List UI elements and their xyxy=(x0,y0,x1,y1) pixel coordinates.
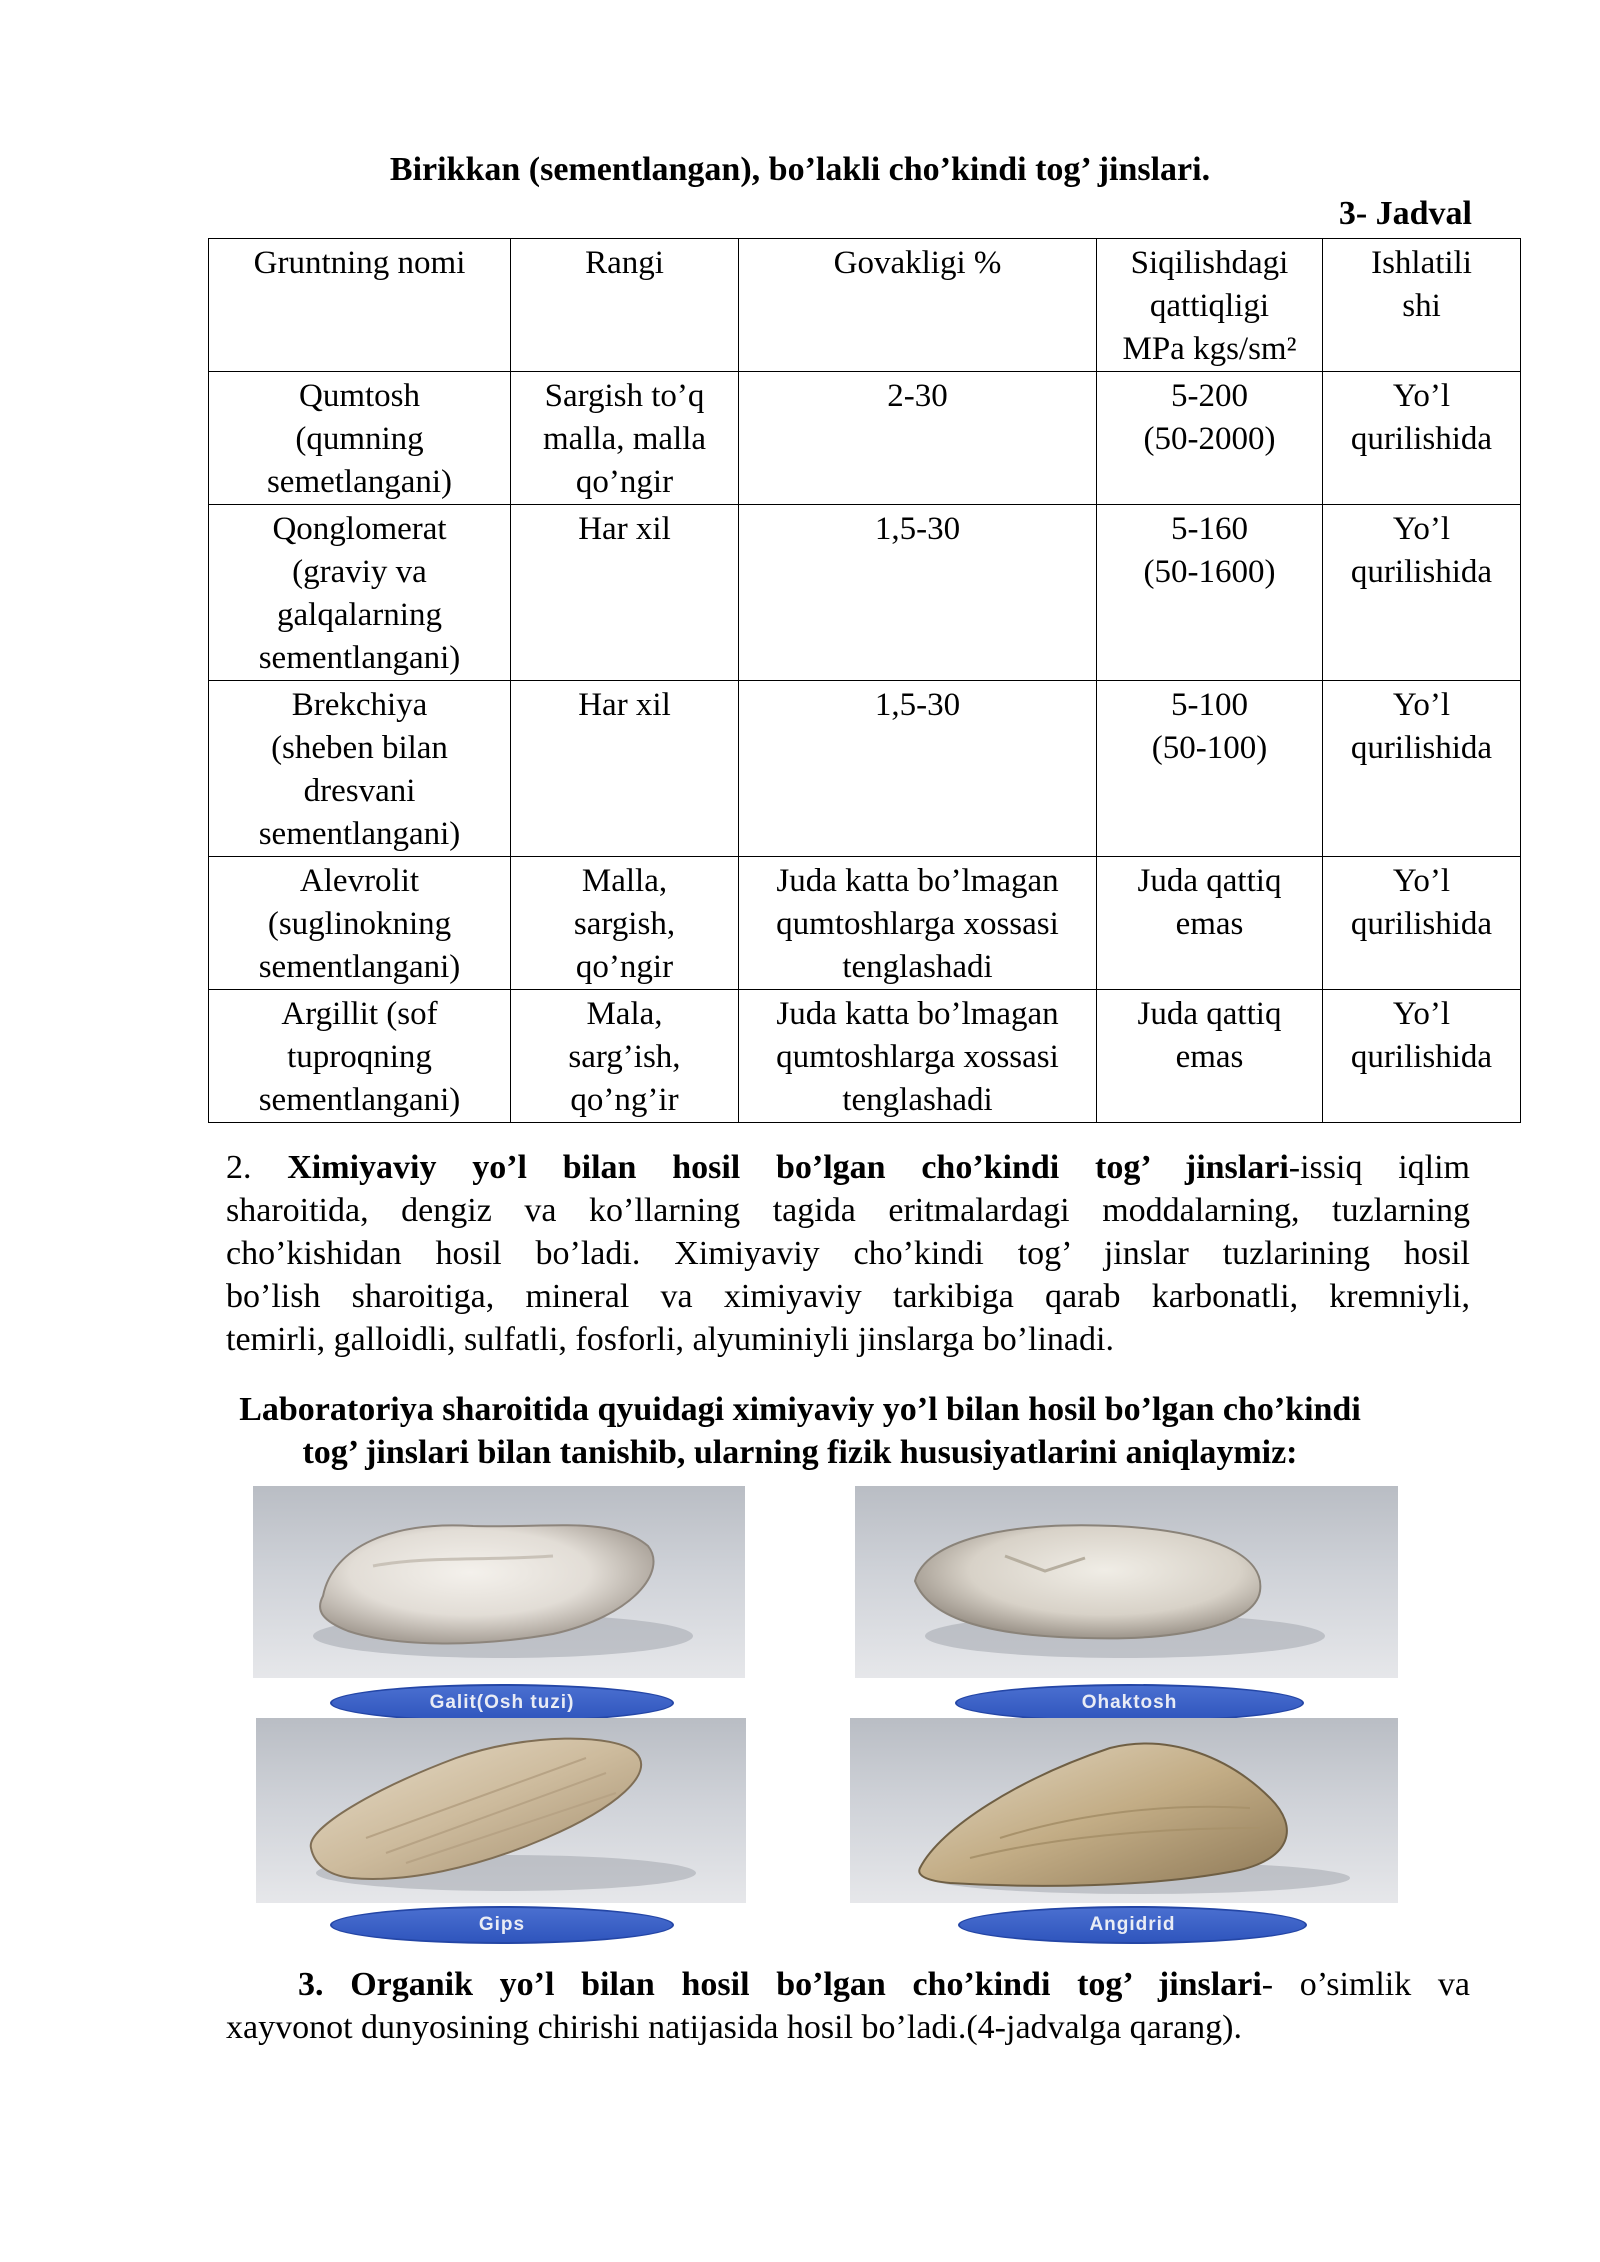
angidrid-caption: Angidrid xyxy=(958,1906,1307,1944)
table-cell: Juda qattiq emas xyxy=(1097,990,1323,1123)
table-cell: Argillit (sof tuproqning sementlangani) xyxy=(209,990,511,1123)
section-2-paragraph xyxy=(226,1146,1470,1361)
table-cell: 5-160 (50-1600) xyxy=(1097,505,1323,681)
section-number: 3. xyxy=(298,1966,324,2003)
table-cell: Sargish to’q malla, malla qo’ngir xyxy=(511,372,739,505)
header-cell: Ishlatili shi xyxy=(1323,239,1521,372)
galit-caption: Galit(Osh tuzi) xyxy=(330,1684,674,1722)
table-cell: 2-30 xyxy=(739,372,1097,505)
lab-heading: Laboratoriya sharoitida qyuidagi ximiyaviy yo’l bilan hosil bo’lgan cho’kindi tog’ jinslari bilan tanishib, ularning fizik hususiyatlarini aniqlaymiz: xyxy=(239,1391,1361,1471)
table-cell: Yo’l qurilishida xyxy=(1323,505,1521,681)
table-row xyxy=(209,681,1521,857)
table-cell: 5-100 (50-100) xyxy=(1097,681,1323,857)
table-cell: Qonglomerat (graviy va galqalarning sementlangani) xyxy=(209,505,511,681)
table-cell: 5-200 (50-2000) xyxy=(1097,372,1323,505)
table-cell: Yo’l qurilishida xyxy=(1323,681,1521,857)
table-cell: Juda katta bo’lmagan qumtoshlarga xossasi tenglashadi xyxy=(739,990,1097,1123)
header-cell: Gruntning nomi xyxy=(209,239,511,372)
paragraph-line: sharoitida, dengiz va ko’llarning tagida eritmalardagi moddalarning, tuzlarning xyxy=(226,1192,1470,1229)
paragraph-line: cho’kishidan hosil bo’ladi. Ximiyaviy cho’kindi tog’ jinslar tuzlarining hosil xyxy=(226,1235,1470,1272)
table-row xyxy=(209,857,1521,990)
table-row xyxy=(209,372,1521,505)
table-heading: Birikkan (sementlangan), bo’lakli cho’kindi tog’ jinslari. xyxy=(389,151,1211,188)
table-cell: Brekchiya (sheben bilan dresvani sementlangani) xyxy=(209,681,511,857)
section-term: Ximiyaviy yo’l bilan hosil bo’lgan cho’kindi tog’ jinslari xyxy=(287,1149,1289,1186)
table-row xyxy=(209,505,1521,681)
section-number: 2. xyxy=(226,1149,252,1186)
table-cell: 1,5-30 xyxy=(739,505,1097,681)
paragraph-line: bo’lish sharoitiga, mineral va ximiyaviy tarkibiga qarab karbonatli, kremniyli, xyxy=(226,1278,1470,1315)
paragraph-line: temirli, galloidli, sulfatli, fosforli, alyuminiyli jinslarga bo’linadi. xyxy=(226,1321,1114,1358)
paragraph-line: xayvonot dunyosining chirishi natijasida hosil bo’ladi.(4-jadvalga qarang). xyxy=(226,2009,1242,2046)
table-cell: Alevrolit (suglinokning sementlangani) xyxy=(209,857,511,990)
table-cell: Har xil xyxy=(511,505,739,681)
cemented-rocks-table xyxy=(208,238,1521,1123)
table-header-row xyxy=(209,239,1521,372)
ohaktosh-photo xyxy=(855,1486,1398,1678)
section-3-paragraph xyxy=(226,1963,1470,2049)
table-cell: Malla, sargish, qo’ngir xyxy=(511,857,739,990)
gips-caption: Gips xyxy=(330,1906,674,1944)
ohaktosh-caption: Ohaktosh xyxy=(955,1684,1304,1722)
table-cell: Juda qattiq emas xyxy=(1097,857,1323,990)
table-cell: Juda katta bo’lmagan qumtoshlarga xossasi tenglashadi xyxy=(739,857,1097,990)
table-cell: Yo’l qurilishida xyxy=(1323,857,1521,990)
table-cell: Mala, sarg’ish, qo’ng’ir xyxy=(511,990,739,1123)
header-cell: Rangi xyxy=(511,239,739,372)
header-cell: Siqilishdagi qattiqligi MPa kgs/sm² xyxy=(1097,239,1323,372)
paragraph-text: - o’simlik va xyxy=(1261,1966,1471,2003)
gips-photo xyxy=(256,1718,746,1903)
galit-photo xyxy=(253,1486,745,1678)
table-cell: Har xil xyxy=(511,681,739,857)
section-term: Organik yo’l bilan hosil bo’lgan cho’kindi tog’ jinslari xyxy=(350,1966,1262,2003)
table-cell: Yo’l qurilishida xyxy=(1323,372,1521,505)
table-cell: 1,5-30 xyxy=(739,681,1097,857)
paragraph-text: -issiq iqlim xyxy=(1288,1149,1470,1186)
table-number-label: 3- Jadval xyxy=(1338,195,1472,232)
table-cell: Qumtosh (qumning semetlangani) xyxy=(209,372,511,505)
header-cell: Govakligi % xyxy=(739,239,1097,372)
angidrid-photo xyxy=(850,1718,1398,1903)
table-cell: Yo’l qurilishida xyxy=(1323,990,1521,1123)
table-row xyxy=(209,990,1521,1123)
